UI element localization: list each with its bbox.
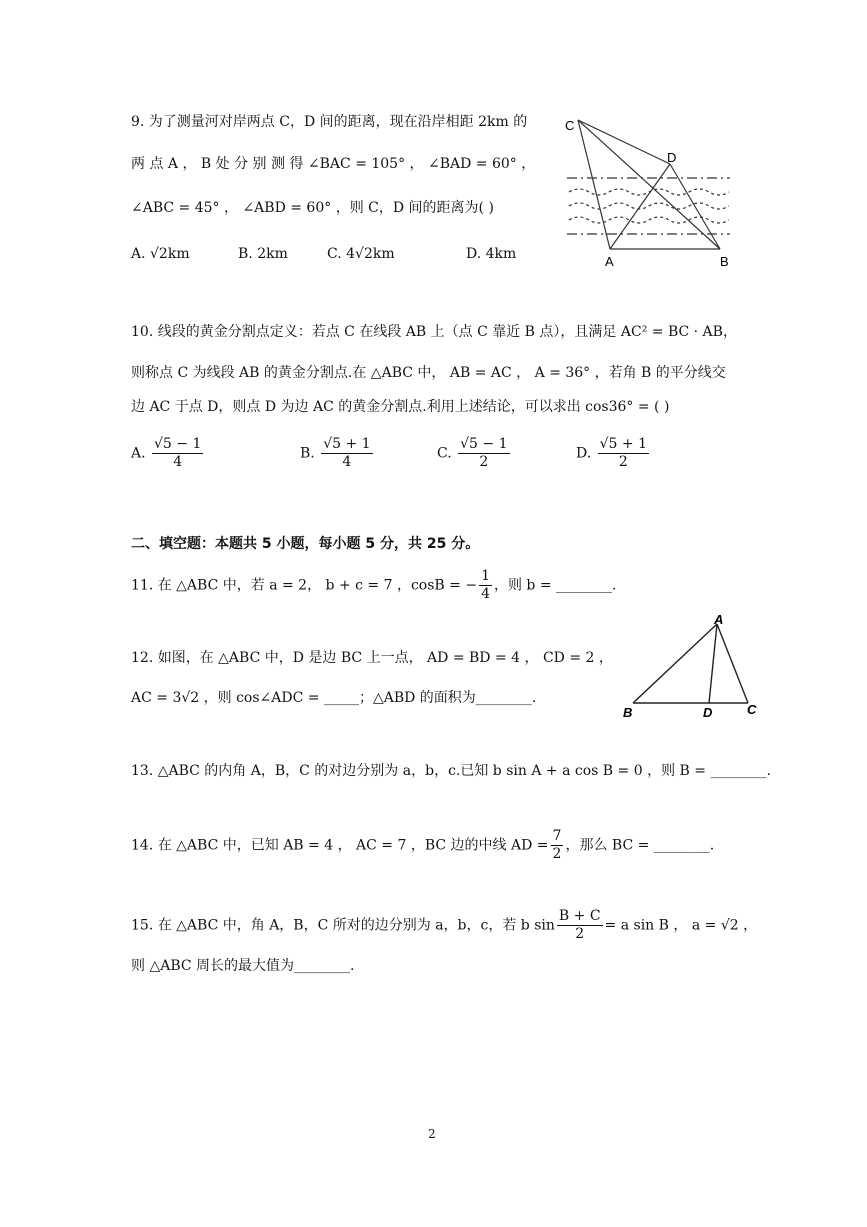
q10-line1: 10. 线段的黄金分割点定义：若点 C 在线段 AB 上（点 C 靠近 B 点），且满足 AC² = BC · AB， (131, 324, 737, 340)
q11-fraction: $\frac{1}{4}$ (481, 568, 490, 602)
q10-option-a-fraction: $\frac{√5 - 1}{4}$ (154, 436, 202, 470)
q14-text-post: ，那么 BC = ________. (565, 837, 715, 854)
q9-fig-label-d: D (667, 150, 677, 165)
q14-fraction: $\frac{7}{2}$ (552, 828, 562, 862)
q9-fig-label-c: C (565, 118, 575, 133)
q9-option-a: A. √2km (131, 246, 190, 262)
q10-option-b-label: B. (300, 445, 315, 462)
q10-option-d-label: D. (576, 445, 592, 462)
q10-line2: 则称点 C 为线段 AB 的黄金分割点.在 △ABC 中， AB = AC ， A = 36° ，若角 B 的平分线交 (131, 365, 726, 381)
q9-line2: 两 点 A ， B 处 分 别 测 得 ∠BAC = 105° ， ∠BAD = 60° ， (131, 156, 536, 172)
q10-line3: 边 AC 于点 D，则点 D 为边 AC 的黄金分割点.利用上述结论，可以求出 cos36° = ( ) (131, 399, 670, 415)
q15-line2: 则 △ABC 周长的最大值为________. (131, 958, 355, 974)
q9-option-d: D. 4km (466, 246, 517, 262)
q12-triangle-figure (615, 610, 765, 720)
q10-option-b-fraction: $\frac{√5 + 1}{4}$ (323, 436, 371, 470)
q12-fig-label-d: D (703, 705, 713, 720)
q10-option-b (300, 436, 375, 471)
q9-fig-label-a: A (605, 254, 614, 269)
q12-fig-label-a: A (714, 612, 724, 627)
q10-option-c-label: C. (437, 445, 452, 462)
q15-text-pre: 15. 在 △ABC 中，角 A，B，C 所对的边分别为 a，b，c，若 b sin (131, 917, 555, 934)
q11-text-pre: 11. 在 △ABC 中，若 a = 2， b + c = 7 ，cosB = − (131, 577, 478, 594)
q12-line2: AC = 3√2 ，则 cos∠ADC = _____；△ABD 的面积为________. (131, 690, 537, 706)
q15-fraction: $\frac{B + C}{2}$ (558, 908, 601, 942)
q9-fig-label-b: B (720, 254, 729, 269)
q13-line: 13. △ABC 的内角 A，B，C 的对边分别为 a，b，c.已知 b sin A + a cos B = 0 ，则 B = ________. (131, 763, 771, 779)
q10-option-c-fraction: $\frac{√5 - 1}{2}$ (460, 436, 508, 470)
q9-line1: 9. 为了测量河对岸两点 C，D 间的距离，现在沿岸相距 2km 的 (131, 114, 528, 130)
q10-option-d (576, 436, 651, 471)
q9-option-c: C. 4√2km (327, 246, 395, 262)
q9-river-figure (555, 112, 740, 272)
q14-text-pre: 14. 在 △ABC 中，已知 AB = 4 ， AC = 7 ，BC 边的中线 AD = (131, 837, 549, 854)
q10-option-d-fraction: $\frac{√5 + 1}{2}$ (599, 436, 648, 470)
section-heading-fill-in: 二、填空题：本题共 5 小题，每小题 5 分，共 25 分。 (131, 536, 480, 552)
page-number: 2 (428, 1127, 436, 1141)
q11 (131, 568, 616, 603)
q15-line1 (131, 908, 757, 943)
q15-text-post: = a sin B ， a = √2 ， (604, 917, 758, 934)
q12-line1: 12. 如图，在 △ABC 中，D 是边 BC 上一点， AD = BD = 4 ， CD = 2 ， (131, 650, 613, 666)
q9-line3: ∠ABC = 45° ， ∠ABD = 60° ，则 C，D 间的距离为( ) (131, 200, 494, 216)
q12-fig-label-c: C (747, 702, 757, 717)
q11-text-post: ，则 b = ________. (493, 577, 617, 594)
q14 (131, 828, 714, 863)
q9-option-b: B. 2km (238, 246, 288, 262)
q10-option-a-label: A. (131, 445, 146, 462)
q12-fig-label-b: B (623, 705, 633, 720)
q10-option-c (437, 436, 512, 471)
q10-option-a (131, 436, 205, 471)
